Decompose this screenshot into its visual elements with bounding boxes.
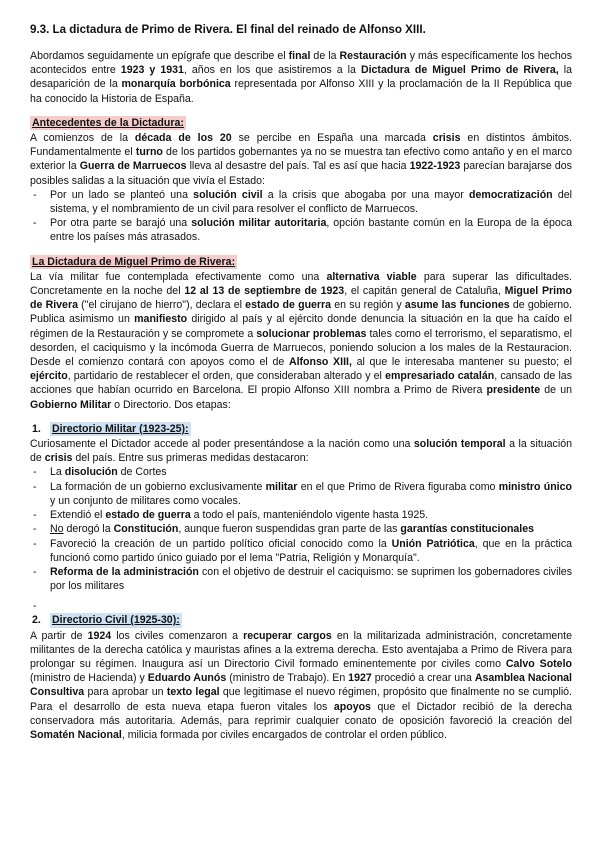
text-run: Constitución (113, 523, 179, 536)
text-run: de los partidos gobernantes ya no se muestra tan efectivo como antaño y en el marco exterior la (30, 146, 572, 173)
text-run: , aunque fueron suspendidas gran parte de las (178, 523, 401, 536)
text-run: los civiles comenzaron a (111, 629, 244, 642)
text-run: ejército (30, 370, 68, 383)
text-run: monarquía borbónica (121, 78, 231, 91)
text-run: , partidario de restablecer el orden, que consideraban alterado y el (67, 370, 386, 383)
directorio-militar-heading-row (32, 422, 572, 437)
text-run: 1927 (348, 672, 372, 685)
spacer (30, 106, 572, 116)
text-run: Calvo Sotelo (505, 657, 572, 670)
text-run: representada por Alfonso XIII y la proclamación de la II República que ha conocido la Historia de España. (30, 78, 572, 105)
empty-list-dash: - (33, 600, 37, 613)
text-run: alternativa viable (326, 270, 417, 283)
text-run: , milicia formada por civiles encargados de controlar el orden público. (121, 728, 447, 741)
text-run: 12 al 13 de septiembre de 1923 (184, 285, 345, 298)
text-run: con el objetivo de destruir el caciquismo: se suprimen los gobernadores civiles por los militares (50, 565, 572, 593)
spacer (30, 245, 572, 255)
text-run: , opción bastante común en la Europa de la época entre los países más atrasados. (50, 217, 573, 244)
text-run: 1922-1923 (409, 160, 461, 173)
text-run: Guerra de Marruecos (79, 160, 187, 173)
text-run: tales como el terrorismo, el separatismo, el desorden, el caciquismo y la incómoda Guerra de Marruecos, poniendo solucion a los males de la Restauracion. Desde el comienzo contará con apoyos como el de (30, 327, 572, 369)
text-run: , cansado de las acciones que habían ocurrido en Barcelona. El propio Alfonso XIII nombra a Primo de Rivera (30, 370, 572, 397)
text-run: estado de guerra (245, 299, 332, 312)
text-run: y un conjunto de militares como vocales. (50, 494, 241, 507)
text-run: Abordamos seguidamente un epígrafe que describe el (30, 50, 289, 62)
text-run: Restauración (339, 50, 407, 62)
text-run: , años en los que asistiremos a la (183, 64, 361, 77)
text-run: de la (310, 50, 340, 62)
list-item (30, 508, 572, 522)
list-item (30, 522, 572, 536)
text-run: y más específicamente los hechos acontecidos entre (30, 50, 572, 77)
text-run: garantías constitucionales (400, 523, 535, 536)
text-run: Gobierno Militar (30, 398, 112, 411)
text-run: parecían barajarse dos posibles salidas a la situación que vivía el Estado: (30, 160, 572, 187)
text-run: empresariado catalán (385, 370, 495, 383)
text-run: Dictadura de Miguel Primo de Rivera, (360, 64, 559, 77)
text-run: o Directorio. Dos etapas: (111, 398, 231, 411)
text-run: ministro único (498, 480, 572, 493)
text-run: dirigido al país y al ejército donde denuncia la situación en la que ha caído el régimen de la Restauración y se compromete a (30, 313, 573, 340)
text-run: década de los 20 (134, 132, 232, 145)
text-run: a la situación de (30, 438, 572, 465)
section-number: 2. (32, 614, 41, 627)
text-run: (ministro de Trabajo). En (226, 672, 349, 685)
text-run: Miguel Primo de Rivera (30, 285, 572, 312)
text-run: Reforma de la administración (50, 565, 199, 578)
directorio-civil-heading-row (32, 613, 572, 628)
list-item (30, 216, 572, 244)
text-run: La vía militar fue contemplada efectivamente como una (30, 270, 327, 283)
antecedentes-heading: Antecedentes de la Dictadura: (32, 116, 184, 129)
text-run: , que en la práctica funcionó como partido único guiado por el lema "Patria, Religión y Monarquía". (50, 537, 573, 564)
text-run: en el que Primo de Rivera figuraba como (297, 480, 499, 493)
text-run: texto legal (166, 686, 220, 699)
text-run: a la crisis que abogaba por una mayor (262, 188, 470, 201)
text-run: procedió a crear una (371, 672, 475, 685)
text-run: crisis (44, 452, 73, 465)
text-run: Curiosamente el Dictador accede al poder presentándose a la nación como una (30, 438, 414, 451)
text-run: asume las funciones (404, 299, 510, 312)
dictadura-paragraph (30, 270, 572, 412)
text-run: apoyos (333, 700, 371, 713)
list-item (30, 188, 572, 216)
text-run: A partir de (30, 629, 88, 642)
text-run: en su región y (331, 299, 405, 312)
directorio-militar-heading: Directorio Militar (1923-25): (52, 422, 189, 435)
text-run: solucionar problemas (256, 327, 367, 340)
text-run: Por un lado se planteó una (50, 188, 194, 201)
dictadura-heading: La Dictadura de Miguel Primo de Rivera: (32, 255, 236, 268)
text-run: (ministro de Hacienda) y (30, 672, 148, 685)
text-run: Unión Patriótica (391, 537, 475, 550)
text-run: lleva al desastre del país. Tal es así que hacia (186, 160, 410, 173)
text-run: recuperar cargos (243, 629, 332, 642)
text-run: para aprobar un (84, 686, 167, 699)
text-run: militar (265, 480, 298, 493)
text-run: al que le interesaba mantener su puesto; el (351, 356, 573, 369)
text-run: Favoreció la creación de un partido político oficial conocido como la (50, 537, 392, 550)
text-run: Por otra parte se barajó una (50, 217, 192, 230)
text-run: Alfonso XIII, (288, 356, 352, 369)
text-run: manifiesto (134, 313, 188, 326)
text-run: solución civil (193, 188, 263, 201)
spacer (30, 412, 572, 422)
directorio-militar-list (30, 465, 572, 593)
text-run: crisis (432, 132, 461, 145)
list-item (30, 565, 572, 593)
document-title: 9.3. La dictadura de Primo de Rivera. El final del reinado de Alfonso XIII. (30, 23, 426, 36)
text-run: disolución (64, 466, 118, 479)
text-run: de un (540, 384, 572, 397)
text-run: Eduardo Aunós (147, 672, 227, 685)
text-run: de Cortes (117, 466, 167, 479)
text-run: final (288, 50, 311, 62)
list-item (30, 537, 572, 565)
text-run: estado de guerra (105, 509, 191, 522)
text-run: en distintos ámbitos. Fundamentalmente el (30, 132, 572, 159)
text-run: La (50, 466, 65, 479)
text-run: del sistema, y el nombramiento de un civil para resolver el conflicto de Marruecos. (50, 188, 573, 216)
text-run: que el Dictador recibió de la derecha conservadora más autoritaria. Además, para reprimir cualquier conato de oposición favoreció la creación del (30, 700, 572, 727)
text-run: 1923 y 1931 (120, 64, 184, 77)
text-run: presidente (486, 384, 541, 397)
intro-paragraph (30, 49, 572, 106)
text-run: para superar las dificultades. Concretamente en la noche del (30, 270, 572, 298)
text-run: la desaparición de la (30, 64, 572, 91)
text-run: ("el cirujano de hierro"), declara el (77, 299, 246, 312)
text-run: en la militarizada administración, concretamente militantes de la derecha católica y mauristas afines a la extrema derecha. Esto aventajaba a Primo de Rivera para prolongar su régimen. Inaugura así un Directorio Civil formado eminentemente por civiles como (30, 629, 573, 670)
text-run: , el capitán general de Cataluña, (344, 285, 505, 298)
text-run: de gobierno. Publica asimismo un (30, 299, 572, 326)
text-run: Extendió el (50, 509, 106, 522)
text-run: del país. Entre sus primeras medidas destacaron: (72, 452, 309, 465)
directorio-civil-heading: Directorio Civil (1925-30): (52, 614, 180, 627)
text-run: se percibe en España una marcada (231, 132, 433, 145)
text-run: a todo el país, manteniéndolo vigente hasta 1925. (190, 509, 429, 522)
directorio-civil-section (30, 613, 572, 742)
directorio-militar-paragraph (30, 437, 572, 465)
text-run: que legitimase el nuevo régimen, propósito que finalmente no se cumplió. Para el desarrollo de esta nueva etapa fueron vitales los (30, 686, 573, 713)
antecedentes-list (30, 188, 572, 245)
text-run: Asamblea Nacional Consultiva (30, 672, 572, 699)
text-run: derogó la (63, 523, 114, 536)
antecedentes-section (30, 116, 572, 245)
text-run: democratización (469, 188, 553, 201)
text-run: A comienzos de la (30, 132, 135, 145)
directorio-civil-paragraph (30, 629, 572, 743)
antecedentes-paragraph (30, 131, 572, 188)
text-run: solución temporal (413, 438, 506, 451)
dictadura-section (30, 255, 572, 412)
text-run: Somatén Nacional (30, 728, 122, 741)
directorio-militar-section (30, 422, 572, 613)
list-item (30, 465, 572, 479)
list-item (30, 480, 572, 508)
section-number: 1. (32, 422, 41, 435)
text-run: No (50, 523, 64, 536)
text-run: La formación de un gobierno exclusivamente (50, 480, 266, 493)
text-run: solución militar autoritaria (191, 217, 327, 230)
text-run: 1924 (87, 629, 112, 642)
text-run: turno (135, 146, 163, 159)
